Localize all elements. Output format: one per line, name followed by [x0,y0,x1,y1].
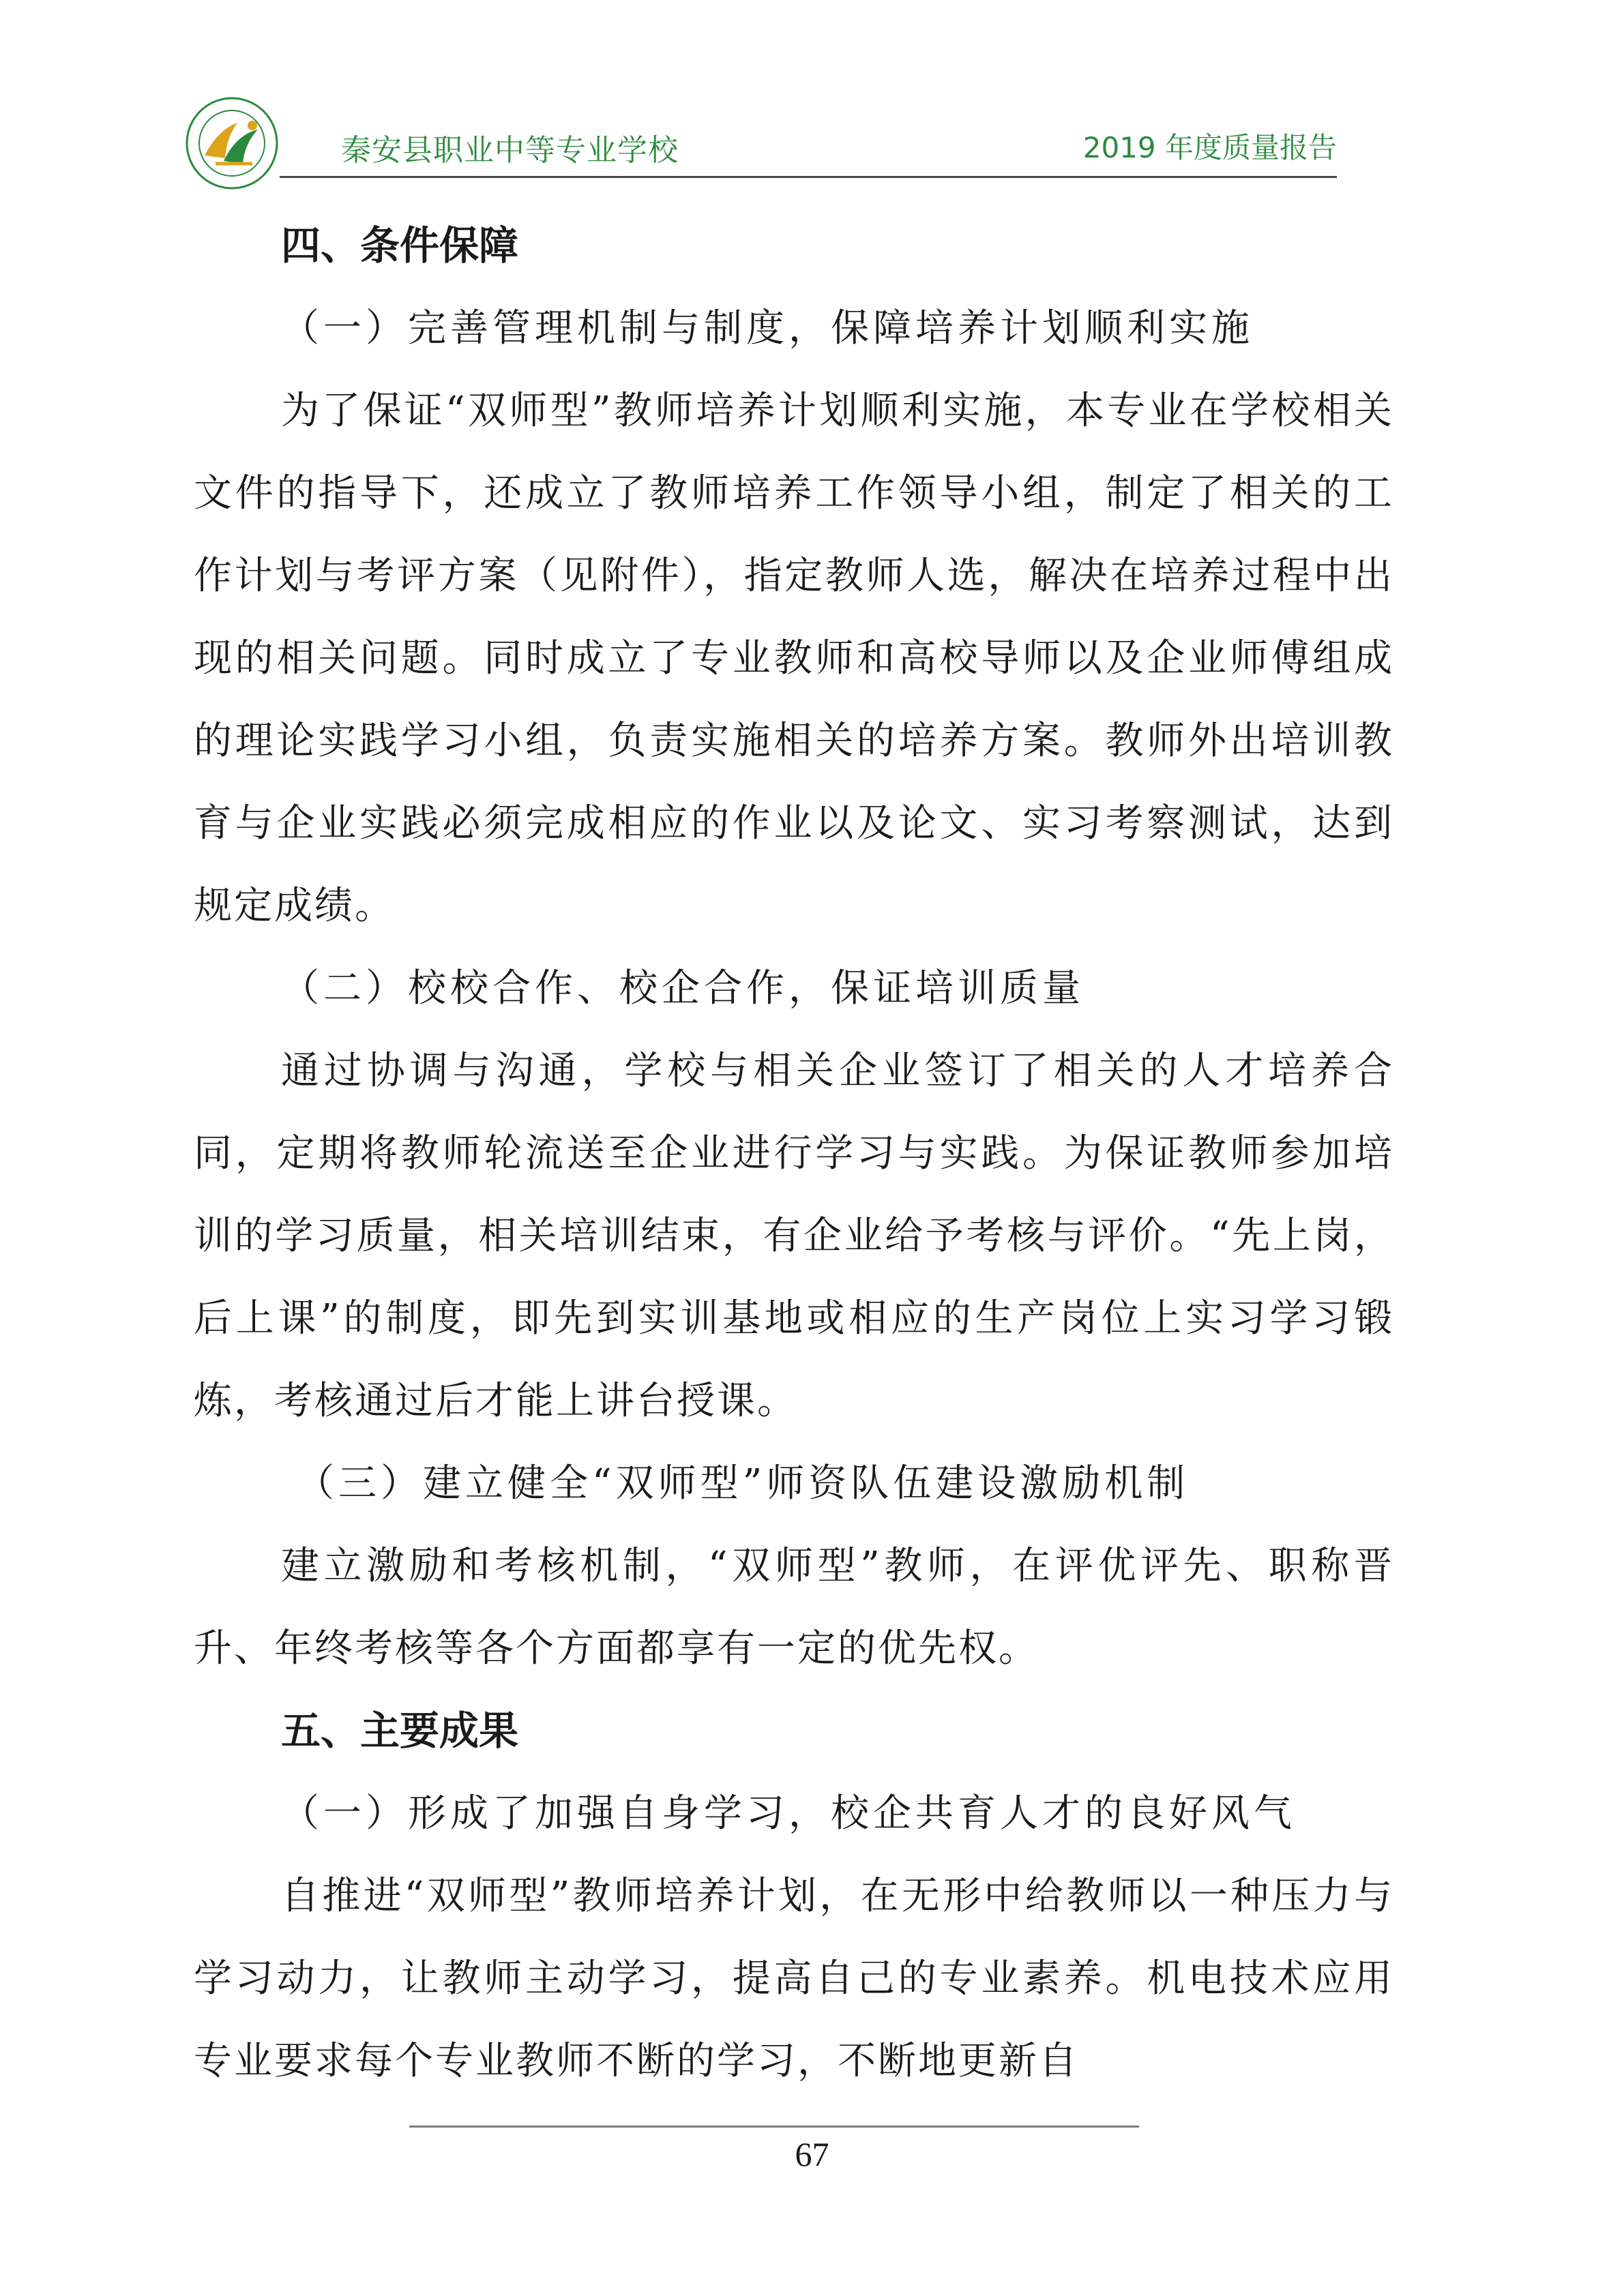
paragraph-4-1: 为了保证“双师型”教师培养计划顺利实施，本专业在学校相关文件的指导下，还成立了教师培养工作领导小组，制定了相关的工作计划与考评方案（见附件），指定教师人选，解决在培养过程中出现的相关问题。同时成立了专业教师和高校导师以及企业师傅组成的理论实践学习小组，负责实施相关的培养方案。教师外出培训教育与企业实践必须完成相应的作业以及论文、实习考察测试，达到规定成绩。 [194,389,1394,928]
page-header [184,95,1337,191]
section-heading-5: 五、主要成果 [281,1708,519,1754]
report-title: 2019 年度质量报告 [1082,131,1337,164]
paragraph-4-3: 建立激励和考核机制，“双师型”教师，在评优评先、职称晋升、年终考核等各个方面都享有一定的优先权。 [194,1544,1394,1671]
subsection-heading-5-1: （一）形成了加强自身学习，校企共育人才的良好风气 [281,1791,1296,1836]
subsection-heading-4-3: （三）建立健全“双师型”师资队伍建设激励机制 [296,1461,1190,1506]
paragraph-4-2: 通过协调与沟通，学校与相关企业签订了相关的人才培养合同，定期将教师轮流送至企业进行学习与实践。为保证教师参加培训的学习质量，相关培训结束，有企业给予考核与评价。“先上岗，后上课”的制度，即先到实训基地或相应的生产岗位上实习学习锻炼，考核通过后才能上讲台授课。 [194,1049,1394,1423]
section-heading-4: 四、条件保障 [281,222,519,269]
school-logo-icon [184,95,280,191]
header-divider [280,176,1337,178]
page-number: 67 [795,2135,829,2173]
document-body [194,205,1394,2102]
school-name: 秦安县职业中等专业学校 [341,133,679,168]
paragraph-5-1: 自推进“双师型”教师培养计划，在无形中给教师以一种压力与学习动力，让教师主动学习，提高自己的专业素养。机电技术应用专业要求每个专业教师不断的学习，不断地更新自 [194,1874,1394,2083]
subsection-heading-4-2: （二）校校合作、校企合作，保证培训质量 [281,966,1084,1011]
subsection-heading-4-1: （一）完善管理机制与制度，保障培养计划顺利实施 [281,306,1254,351]
footer-divider [409,2126,1139,2128]
